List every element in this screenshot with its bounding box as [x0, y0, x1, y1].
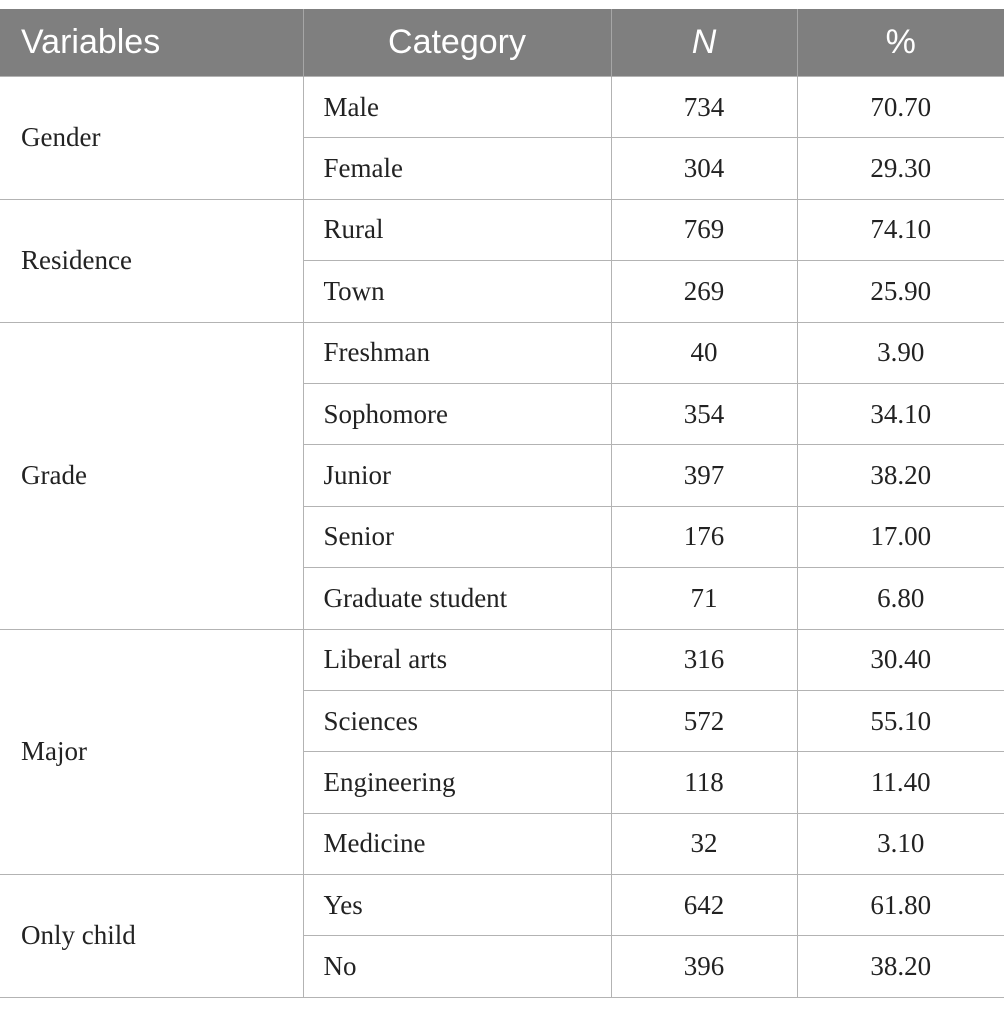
n-cell: 269: [611, 261, 797, 322]
category-cell: Senior: [303, 506, 611, 567]
n-cell: 118: [611, 752, 797, 813]
percent-cell: 70.70: [797, 77, 1004, 138]
table-row: [0, 629, 1004, 690]
category-cell: Female: [303, 138, 611, 199]
category-cell: Rural: [303, 199, 611, 260]
percent-cell: 34.10: [797, 383, 1004, 444]
n-cell: 304: [611, 138, 797, 199]
category-cell: Medicine: [303, 813, 611, 874]
table-header: [0, 9, 1004, 77]
table-row: [0, 199, 1004, 260]
category-cell: No: [303, 936, 611, 997]
header-row: [0, 9, 1004, 77]
variable-cell: Residence: [0, 199, 303, 322]
percent-cell: 3.90: [797, 322, 1004, 383]
table-row: [0, 322, 1004, 383]
category-cell: Graduate student: [303, 568, 611, 629]
table-row: [0, 77, 1004, 138]
percent-cell: 38.20: [797, 936, 1004, 997]
percent-cell: 55.10: [797, 690, 1004, 751]
n-cell: 572: [611, 690, 797, 751]
category-cell: Engineering: [303, 752, 611, 813]
variable-cell: Only child: [0, 875, 303, 998]
percent-cell: 11.40: [797, 752, 1004, 813]
variable-cell: Grade: [0, 322, 303, 629]
category-cell: Yes: [303, 875, 611, 936]
header-percent: %: [797, 9, 1004, 77]
category-cell: Junior: [303, 445, 611, 506]
category-cell: Town: [303, 261, 611, 322]
category-cell: Sciences: [303, 690, 611, 751]
header-n: N: [611, 9, 797, 77]
n-cell: 642: [611, 875, 797, 936]
category-cell: Freshman: [303, 322, 611, 383]
n-cell: 40: [611, 322, 797, 383]
category-cell: Liberal arts: [303, 629, 611, 690]
percent-cell: 30.40: [797, 629, 1004, 690]
header-category: Category: [303, 9, 611, 77]
percent-cell: 74.10: [797, 199, 1004, 260]
percent-cell: 17.00: [797, 506, 1004, 567]
percent-cell: 38.20: [797, 445, 1004, 506]
n-cell: 397: [611, 445, 797, 506]
n-cell: 769: [611, 199, 797, 260]
percent-cell: 61.80: [797, 875, 1004, 936]
percent-cell: 6.80: [797, 568, 1004, 629]
n-cell: 71: [611, 568, 797, 629]
table-body: [0, 77, 1004, 998]
demographics-table: [0, 9, 1004, 998]
n-cell: 396: [611, 936, 797, 997]
percent-cell: 29.30: [797, 138, 1004, 199]
n-cell: 734: [611, 77, 797, 138]
percent-cell: 3.10: [797, 813, 1004, 874]
category-cell: Male: [303, 77, 611, 138]
header-variables: Variables: [0, 9, 303, 77]
variable-cell: Gender: [0, 77, 303, 200]
table-row: [0, 875, 1004, 936]
n-cell: 32: [611, 813, 797, 874]
variable-cell: Major: [0, 629, 303, 875]
category-cell: Sophomore: [303, 383, 611, 444]
percent-cell: 25.90: [797, 261, 1004, 322]
n-cell: 354: [611, 383, 797, 444]
n-cell: 176: [611, 506, 797, 567]
n-cell: 316: [611, 629, 797, 690]
